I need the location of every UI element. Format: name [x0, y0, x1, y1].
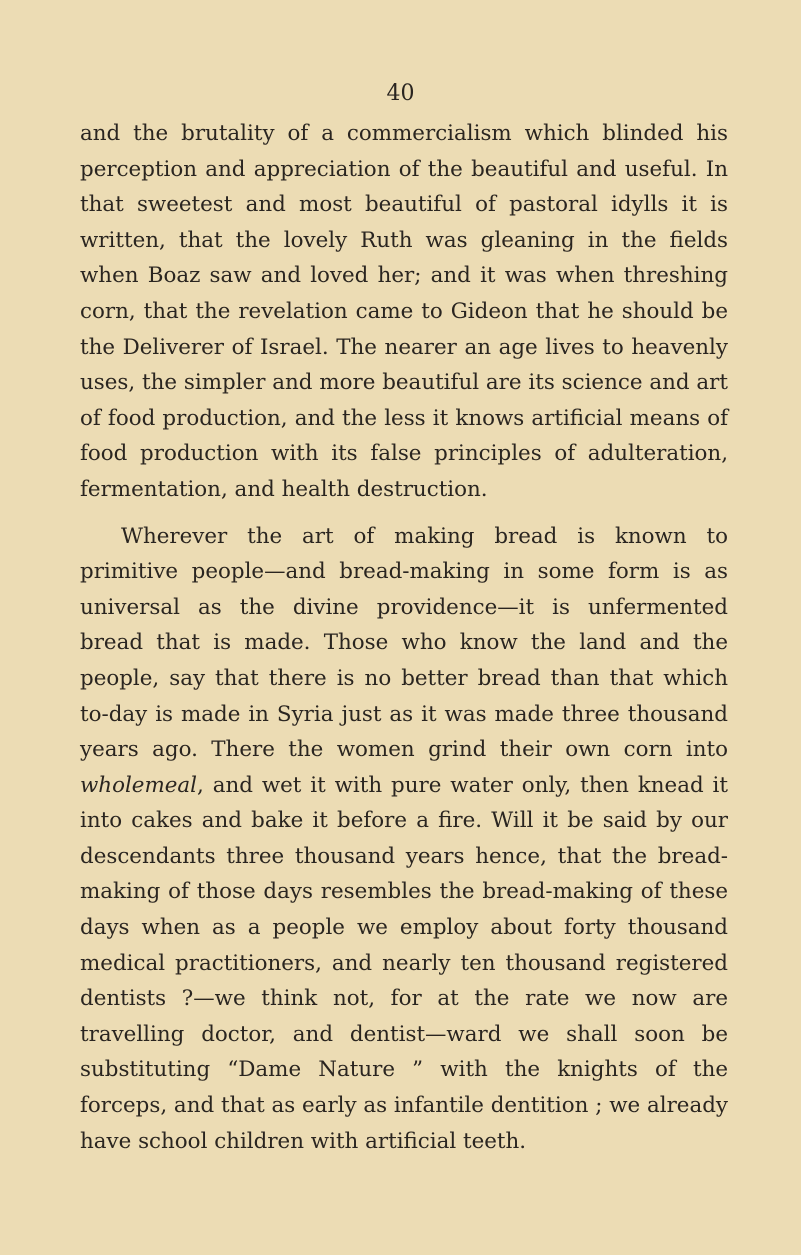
page-number: 40	[386, 81, 415, 106]
italic-word: wholemeal	[80, 772, 198, 798]
paragraph-continued: and the brutality of a commercialism which blinded his perception and appreciation of the beautiful and useful. In that sweetest and most beautiful of pastoral idylls it is written, that the lovely Ruth was gleaning in the fields when Boaz saw and loved her; and it was when threshing corn, that the revelation came to Gideon that he should be the Deliverer of Israel. The nearer an age lives to heavenly uses, the simpler and more beautiful are its science and art of food production, and the less it knows artificial means of food production with its false principles of adulteration, fermentation, and health destruction.	[80, 121, 728, 502]
paragraph-bread-making	[80, 519, 728, 1160]
paragraph-text-before-italic: Wherever the art of making bread is known to primitive people—and bread-making in some form is as universal as the divine providence—it is unfermented bread that is made. Those who know the land and the people, say that there is no better bread than that which to-day is made in Syria just as it was made three thousand years ago. There the women grind their own corn into	[80, 523, 728, 763]
body-text	[80, 116, 728, 1159]
paragraph-text-after-italic: , and wet it with pure water only, then knead it into cakes and bake it before a fire. Will it be said by our descendants three thousand years hence, that the bread-making of those days resembles the bread-making of these days when as a people we employ about forty thousand medical practitioners, and nearly ten thousand registered dentists ?—we think not, for at the rate we now are travelling doctor, and dentist—ward we shall soon be substituting “Dame Nature ” with the knights of the forceps, and that as early as infantile dentition ; we already have school children with artificial teeth.	[80, 772, 728, 1154]
